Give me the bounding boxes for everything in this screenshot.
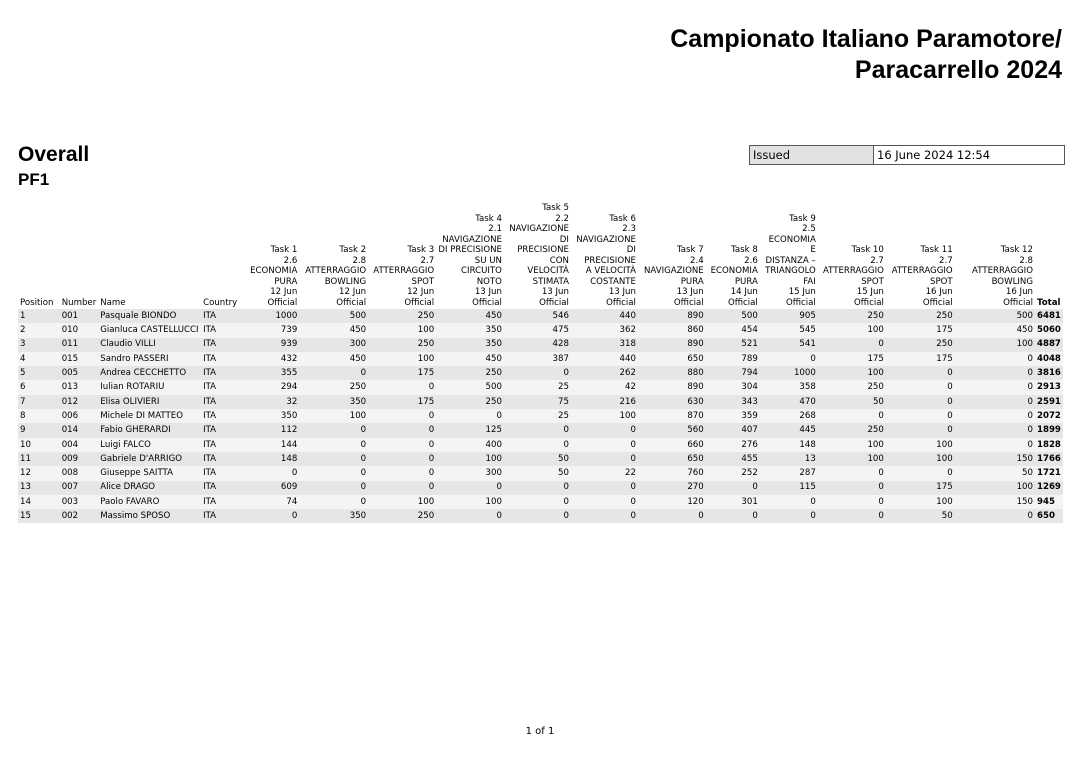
score-cell: 300 <box>485 468 502 479</box>
score-cell: 0 <box>810 353 816 364</box>
score-cell: 0 <box>947 382 953 393</box>
score-cell: 175 <box>936 353 953 364</box>
total-cell: 1721 <box>1036 468 1061 479</box>
score-cell: 890 <box>687 339 704 350</box>
position-header: Position <box>20 297 54 308</box>
score-cell: 860 <box>687 325 704 336</box>
position-cell: 10 <box>20 439 31 450</box>
score-cell: 0 <box>360 425 367 436</box>
score-cell: 270 <box>687 482 704 493</box>
score-cell: 0 <box>810 496 816 507</box>
score-cell: 0 <box>630 453 636 464</box>
score-cell: 0 <box>878 496 884 507</box>
section-heading: Overall <box>18 143 90 166</box>
score-cell: 440 <box>619 310 636 321</box>
score-cell: 0 <box>428 425 435 436</box>
score-cell: 794 <box>741 368 758 379</box>
score-cell: 350 <box>280 410 298 421</box>
score-cell: 100 <box>485 453 502 464</box>
task-header: Task 5 2.2 NAVIGAZIONE DI PRECISIONE CON VELOCITÀ STIMATA 13 Jun Official <box>509 203 569 308</box>
score-cell: 450 <box>485 310 502 321</box>
score-cell: 0 <box>360 482 367 493</box>
score-cell: 500 <box>485 382 502 393</box>
country-cell: ITA <box>203 496 217 507</box>
position-cell: 7 <box>20 396 26 407</box>
task-header: Task 10 2.7 ATTERRAGGIO SPOT 15 Jun Official <box>822 245 884 308</box>
table-row <box>18 380 1063 394</box>
name-cell: Fabio GHERARDI <box>100 425 171 436</box>
score-cell: 294 <box>280 382 298 393</box>
score-cell: 0 <box>1027 410 1033 421</box>
score-cell: 112 <box>280 425 298 436</box>
score-cell: 0 <box>1027 353 1033 364</box>
table-row <box>18 452 1063 466</box>
country-cell: ITA <box>203 325 217 336</box>
position-cell: 3 <box>20 339 26 350</box>
table-row <box>18 409 1063 423</box>
results-table <box>18 203 1063 523</box>
score-cell: 387 <box>552 353 569 364</box>
table-row <box>18 352 1063 366</box>
score-cell: 75 <box>558 396 569 407</box>
score-cell: 0 <box>947 410 953 421</box>
total-header: Total <box>1036 297 1061 308</box>
score-cell: 739 <box>280 325 298 336</box>
position-cell: 12 <box>20 468 31 479</box>
score-cell: 100 <box>349 410 367 421</box>
score-cell: 74 <box>286 496 298 507</box>
score-cell: 0 <box>563 368 569 379</box>
score-cell: 250 <box>417 310 435 321</box>
score-cell: 318 <box>619 339 636 350</box>
number-cell: 002 <box>61 511 79 522</box>
country-cell: ITA <box>203 482 217 493</box>
score-cell: 0 <box>1027 425 1033 436</box>
score-cell: 100 <box>867 368 884 379</box>
score-cell: 0 <box>1027 368 1033 379</box>
position-cell: 6 <box>20 382 26 393</box>
country-cell: ITA <box>203 468 217 479</box>
score-cell: 25 <box>558 410 569 421</box>
score-cell: 115 <box>799 482 816 493</box>
name-cell: Alice DRAGO <box>100 482 156 493</box>
score-cell: 0 <box>630 511 636 522</box>
country-cell: ITA <box>203 368 217 379</box>
score-cell: 0 <box>1027 396 1033 407</box>
name-cell: Gabriele D'ARRIGO <box>100 453 182 464</box>
score-cell: 0 <box>428 468 435 479</box>
score-cell: 0 <box>1027 439 1033 450</box>
score-cell: 500 <box>741 310 758 321</box>
score-cell: 13 <box>804 453 816 464</box>
header-row <box>18 203 1063 309</box>
score-cell: 300 <box>349 339 367 350</box>
total-cell: 4048 <box>1036 353 1061 364</box>
name-cell: Elisa OLIVIERI <box>100 396 160 407</box>
score-cell: 0 <box>291 511 298 522</box>
table-row <box>18 395 1063 409</box>
score-cell: 0 <box>360 368 367 379</box>
position-cell: 14 <box>20 496 31 507</box>
page-number: 1 of 1 <box>525 726 555 737</box>
total-cell: 4887 <box>1036 339 1061 350</box>
score-cell: 789 <box>741 353 758 364</box>
score-cell: 400 <box>485 439 502 450</box>
score-cell: 880 <box>687 368 704 379</box>
table-row <box>18 309 1063 323</box>
score-cell: 939 <box>280 339 298 350</box>
score-cell: 0 <box>878 468 884 479</box>
name-cell: Pasquale BIONDO <box>100 310 177 321</box>
score-cell: 22 <box>625 468 636 479</box>
score-cell: 0 <box>878 482 884 493</box>
number-cell: 008 <box>61 468 79 479</box>
score-cell: 250 <box>936 310 953 321</box>
total-cell: 2591 <box>1036 396 1061 407</box>
score-cell: 358 <box>799 382 816 393</box>
score-cell: 0 <box>810 511 816 522</box>
score-cell: 0 <box>698 511 704 522</box>
score-cell: 470 <box>799 396 816 407</box>
country-cell: ITA <box>203 439 217 450</box>
score-cell: 250 <box>485 396 502 407</box>
position-cell: 9 <box>20 425 26 436</box>
score-cell: 350 <box>349 396 367 407</box>
number-cell: 012 <box>61 396 79 407</box>
score-cell: 455 <box>741 453 758 464</box>
number-cell: 010 <box>61 325 79 336</box>
score-cell: 301 <box>741 496 758 507</box>
score-cell: 50 <box>558 468 569 479</box>
score-cell: 0 <box>428 453 435 464</box>
table-row <box>18 509 1063 523</box>
total-cell: 5060 <box>1036 325 1061 336</box>
score-cell: 100 <box>1016 339 1033 350</box>
score-cell: 0 <box>428 482 435 493</box>
score-cell: 0 <box>428 439 435 450</box>
score-cell: 276 <box>741 439 758 450</box>
score-cell: 500 <box>349 310 367 321</box>
score-cell: 125 <box>485 425 502 436</box>
score-cell: 440 <box>619 353 636 364</box>
class-heading: PF1 <box>18 170 50 189</box>
score-cell: 890 <box>687 310 704 321</box>
score-cell: 0 <box>360 468 367 479</box>
total-cell: 3816 <box>1036 368 1061 379</box>
position-cell: 15 <box>20 511 31 522</box>
report-title-line1: Campionato Italiano Paramotore/ <box>670 25 1062 53</box>
issued-box <box>749 145 1065 165</box>
score-cell: 0 <box>752 511 758 522</box>
score-cell: 148 <box>280 453 298 464</box>
score-cell: 100 <box>417 325 435 336</box>
score-cell: 0 <box>1027 511 1033 522</box>
total-cell: 650 <box>1036 511 1055 522</box>
country-cell: ITA <box>203 425 217 436</box>
score-cell: 0 <box>947 425 953 436</box>
score-cell: 350 <box>485 339 502 350</box>
number-cell: 007 <box>61 482 79 493</box>
score-cell: 252 <box>741 468 758 479</box>
table-row <box>18 466 1063 480</box>
score-cell: 1000 <box>793 368 816 379</box>
score-cell: 175 <box>936 325 953 336</box>
score-cell: 0 <box>496 410 502 421</box>
score-cell: 250 <box>349 382 367 393</box>
name-header: Name <box>100 297 126 308</box>
score-cell: 50 <box>1022 468 1033 479</box>
score-cell: 175 <box>867 353 884 364</box>
score-cell: 350 <box>485 325 502 336</box>
number-cell: 011 <box>61 339 79 350</box>
task-header: Task 3 2.7 ATTERRAGGIO SPOT 12 Jun Official <box>373 245 435 308</box>
score-cell: 350 <box>349 511 367 522</box>
total-cell: 1269 <box>1036 482 1061 493</box>
name-cell: Andrea CECCHETTO <box>100 368 187 379</box>
score-cell: 32 <box>286 396 298 407</box>
total-cell: 2072 <box>1036 410 1061 421</box>
task-header: Task 2 2.8 ATTERRAGGIO BOWLING 12 Jun Official <box>305 245 367 308</box>
score-cell: 0 <box>630 439 636 450</box>
score-cell: 445 <box>799 425 816 436</box>
score-cell: 0 <box>563 425 569 436</box>
score-cell: 250 <box>417 339 435 350</box>
task-header: Task 9 2.5 ECONOMIA E DISTANZA – TRIANGOLO FAI 15 Jun Official <box>765 213 816 308</box>
score-cell: 287 <box>799 468 816 479</box>
score-cell: 545 <box>799 325 816 336</box>
score-cell: 560 <box>687 425 704 436</box>
total-cell: 1899 <box>1036 425 1061 436</box>
position-cell: 11 <box>20 453 31 464</box>
score-cell: 0 <box>563 511 569 522</box>
score-cell: 450 <box>485 353 502 364</box>
score-cell: 0 <box>496 482 502 493</box>
country-cell: ITA <box>203 511 217 522</box>
score-cell: 250 <box>867 425 884 436</box>
score-cell: 175 <box>936 482 953 493</box>
score-cell: 50 <box>872 396 884 407</box>
score-cell: 0 <box>428 410 435 421</box>
score-cell: 100 <box>417 496 435 507</box>
score-cell: 100 <box>936 453 953 464</box>
name-cell: Iulian ROTARIU <box>100 382 165 393</box>
score-cell: 630 <box>687 396 704 407</box>
score-cell: 150 <box>1016 453 1033 464</box>
score-cell: 100 <box>619 410 636 421</box>
score-cell: 0 <box>878 339 884 350</box>
score-cell: 362 <box>619 325 636 336</box>
name-cell: Michele DI MATTEO <box>100 410 183 421</box>
score-cell: 428 <box>552 339 569 350</box>
score-cell: 100 <box>867 325 884 336</box>
score-cell: 42 <box>625 382 636 393</box>
score-cell: 450 <box>349 325 367 336</box>
score-cell: 25 <box>558 382 569 393</box>
score-cell: 0 <box>360 453 367 464</box>
country-cell: ITA <box>203 382 217 393</box>
table-row <box>18 438 1063 452</box>
table-row <box>18 366 1063 380</box>
score-cell: 100 <box>936 496 953 507</box>
position-cell: 13 <box>20 482 31 493</box>
table-row <box>18 481 1063 495</box>
position-cell: 4 <box>20 353 26 364</box>
score-cell: 216 <box>619 396 636 407</box>
score-cell: 500 <box>1016 310 1033 321</box>
score-cell: 0 <box>360 496 367 507</box>
number-header: Number <box>61 297 97 308</box>
score-cell: 250 <box>867 310 884 321</box>
name-cell: Giuseppe SAITTA <box>100 468 174 479</box>
score-cell: 541 <box>799 339 816 350</box>
name-cell: Luigi FALCO <box>100 439 151 450</box>
score-cell: 343 <box>741 396 758 407</box>
score-cell: 250 <box>867 382 884 393</box>
score-cell: 0 <box>752 482 758 493</box>
score-cell: 0 <box>563 496 569 507</box>
score-cell: 450 <box>1016 325 1033 336</box>
report-title-line2: Paracarrello 2024 <box>854 56 1062 84</box>
score-cell: 100 <box>1016 482 1033 493</box>
position-cell: 2 <box>20 325 26 336</box>
score-cell: 650 <box>687 453 704 464</box>
score-cell: 150 <box>1016 496 1033 507</box>
score-cell: 0 <box>563 482 569 493</box>
task-header: Task 8 2.6 ECONOMIA PURA 14 Jun Official <box>710 245 758 308</box>
score-cell: 100 <box>485 496 502 507</box>
total-cell: 1766 <box>1036 453 1061 464</box>
score-cell: 609 <box>280 482 298 493</box>
country-header: Country <box>203 297 238 308</box>
score-cell: 760 <box>687 468 704 479</box>
table-row <box>18 338 1063 352</box>
task-header: Task 11 2.7 ATTERRAGGIO SPOT 16 Jun Official <box>891 245 953 308</box>
score-cell: 475 <box>552 325 569 336</box>
country-cell: ITA <box>203 396 217 407</box>
table-row <box>18 495 1063 509</box>
score-cell: 250 <box>417 511 435 522</box>
score-cell: 355 <box>280 368 298 379</box>
issued-value: 16 June 2024 12:54 <box>877 148 991 162</box>
score-cell: 0 <box>360 439 367 450</box>
score-cell: 0 <box>291 468 298 479</box>
number-cell: 005 <box>61 368 79 379</box>
score-cell: 250 <box>936 339 953 350</box>
number-cell: 003 <box>61 496 79 507</box>
position-cell: 1 <box>20 310 26 321</box>
score-cell: 268 <box>799 410 816 421</box>
country-cell: ITA <box>203 339 217 350</box>
name-cell: Gianluca CASTELLUCCI <box>100 325 199 336</box>
score-cell: 0 <box>947 396 953 407</box>
issued-label: Issued <box>750 146 874 164</box>
score-cell: 1000 <box>275 310 298 321</box>
score-cell: 250 <box>485 368 502 379</box>
score-cell: 0 <box>630 482 636 493</box>
task-header: Task 1 2.6 ECONOMIA PURA 12 Jun Official <box>250 245 298 308</box>
country-cell: ITA <box>203 453 217 464</box>
score-cell: 0 <box>947 368 953 379</box>
score-cell: 100 <box>417 353 435 364</box>
number-cell: 009 <box>61 453 79 464</box>
score-cell: 0 <box>1027 382 1033 393</box>
score-cell: 359 <box>741 410 758 421</box>
score-cell: 454 <box>741 325 758 336</box>
total-cell: 6481 <box>1036 310 1061 321</box>
total-cell: 1828 <box>1036 439 1061 450</box>
score-cell: 175 <box>417 396 435 407</box>
name-cell: Paolo FAVARO <box>100 496 160 507</box>
score-cell: 0 <box>947 468 953 479</box>
score-cell: 0 <box>878 410 884 421</box>
score-cell: 144 <box>280 439 298 450</box>
report-title <box>670 24 1062 86</box>
country-cell: ITA <box>203 410 217 421</box>
score-cell: 120 <box>687 496 704 507</box>
table-row <box>18 323 1063 337</box>
score-cell: 521 <box>741 339 758 350</box>
name-cell: Claudio VILLI <box>100 339 156 350</box>
score-cell: 0 <box>878 511 884 522</box>
score-cell: 660 <box>687 439 704 450</box>
score-cell: 304 <box>741 382 758 393</box>
table-row <box>18 423 1063 437</box>
score-cell: 50 <box>941 511 953 522</box>
total-cell: 2913 <box>1036 382 1061 393</box>
score-cell: 905 <box>799 310 816 321</box>
score-cell: 0 <box>496 511 502 522</box>
score-cell: 650 <box>687 353 704 364</box>
score-cell: 450 <box>349 353 367 364</box>
score-cell: 890 <box>687 382 704 393</box>
score-cell: 175 <box>417 368 435 379</box>
number-cell: 013 <box>61 382 79 393</box>
score-cell: 546 <box>552 310 569 321</box>
country-cell: ITA <box>203 353 217 364</box>
results-body <box>18 309 1063 523</box>
task-header: Task 12 2.8 ATTERRAGGIO BOWLING 16 Jun Official <box>972 245 1033 308</box>
score-cell: 870 <box>687 410 704 421</box>
score-cell: 100 <box>867 439 884 450</box>
score-cell: 0 <box>563 439 569 450</box>
task-header: Task 4 2.1 NAVIGAZIONE DI PRECISIONE SU UN CIRCUITO NOTO 13 Jun Official <box>438 213 502 308</box>
task-header: Task 7 2.4 NAVIGAZIONE PURA 13 Jun Official <box>643 245 704 308</box>
score-cell: 407 <box>741 425 758 436</box>
task-header: Task 6 2.3 NAVIGAZIONE DI PRECISIONE A VELOCITÀ COSTANTE 13 Jun Official <box>576 213 636 308</box>
score-cell: 100 <box>867 453 884 464</box>
number-cell: 006 <box>61 410 79 421</box>
score-cell: 432 <box>280 353 298 364</box>
country-cell: ITA <box>203 310 217 321</box>
score-cell: 100 <box>936 439 953 450</box>
number-cell: 014 <box>61 425 79 436</box>
score-cell: 0 <box>630 425 636 436</box>
name-cell: Massimo SPOSO <box>100 511 171 522</box>
score-cell: 262 <box>619 368 636 379</box>
score-cell: 0 <box>428 382 435 393</box>
number-cell: 004 <box>61 439 79 450</box>
position-cell: 8 <box>20 410 26 421</box>
number-cell: 015 <box>61 353 79 364</box>
score-cell: 50 <box>558 453 569 464</box>
score-cell: 0 <box>630 496 636 507</box>
name-cell: Sandro PASSERI <box>100 353 169 364</box>
position-cell: 5 <box>20 368 26 379</box>
total-cell: 945 <box>1036 496 1055 507</box>
score-cell: 148 <box>799 439 816 450</box>
number-cell: 001 <box>61 310 79 321</box>
